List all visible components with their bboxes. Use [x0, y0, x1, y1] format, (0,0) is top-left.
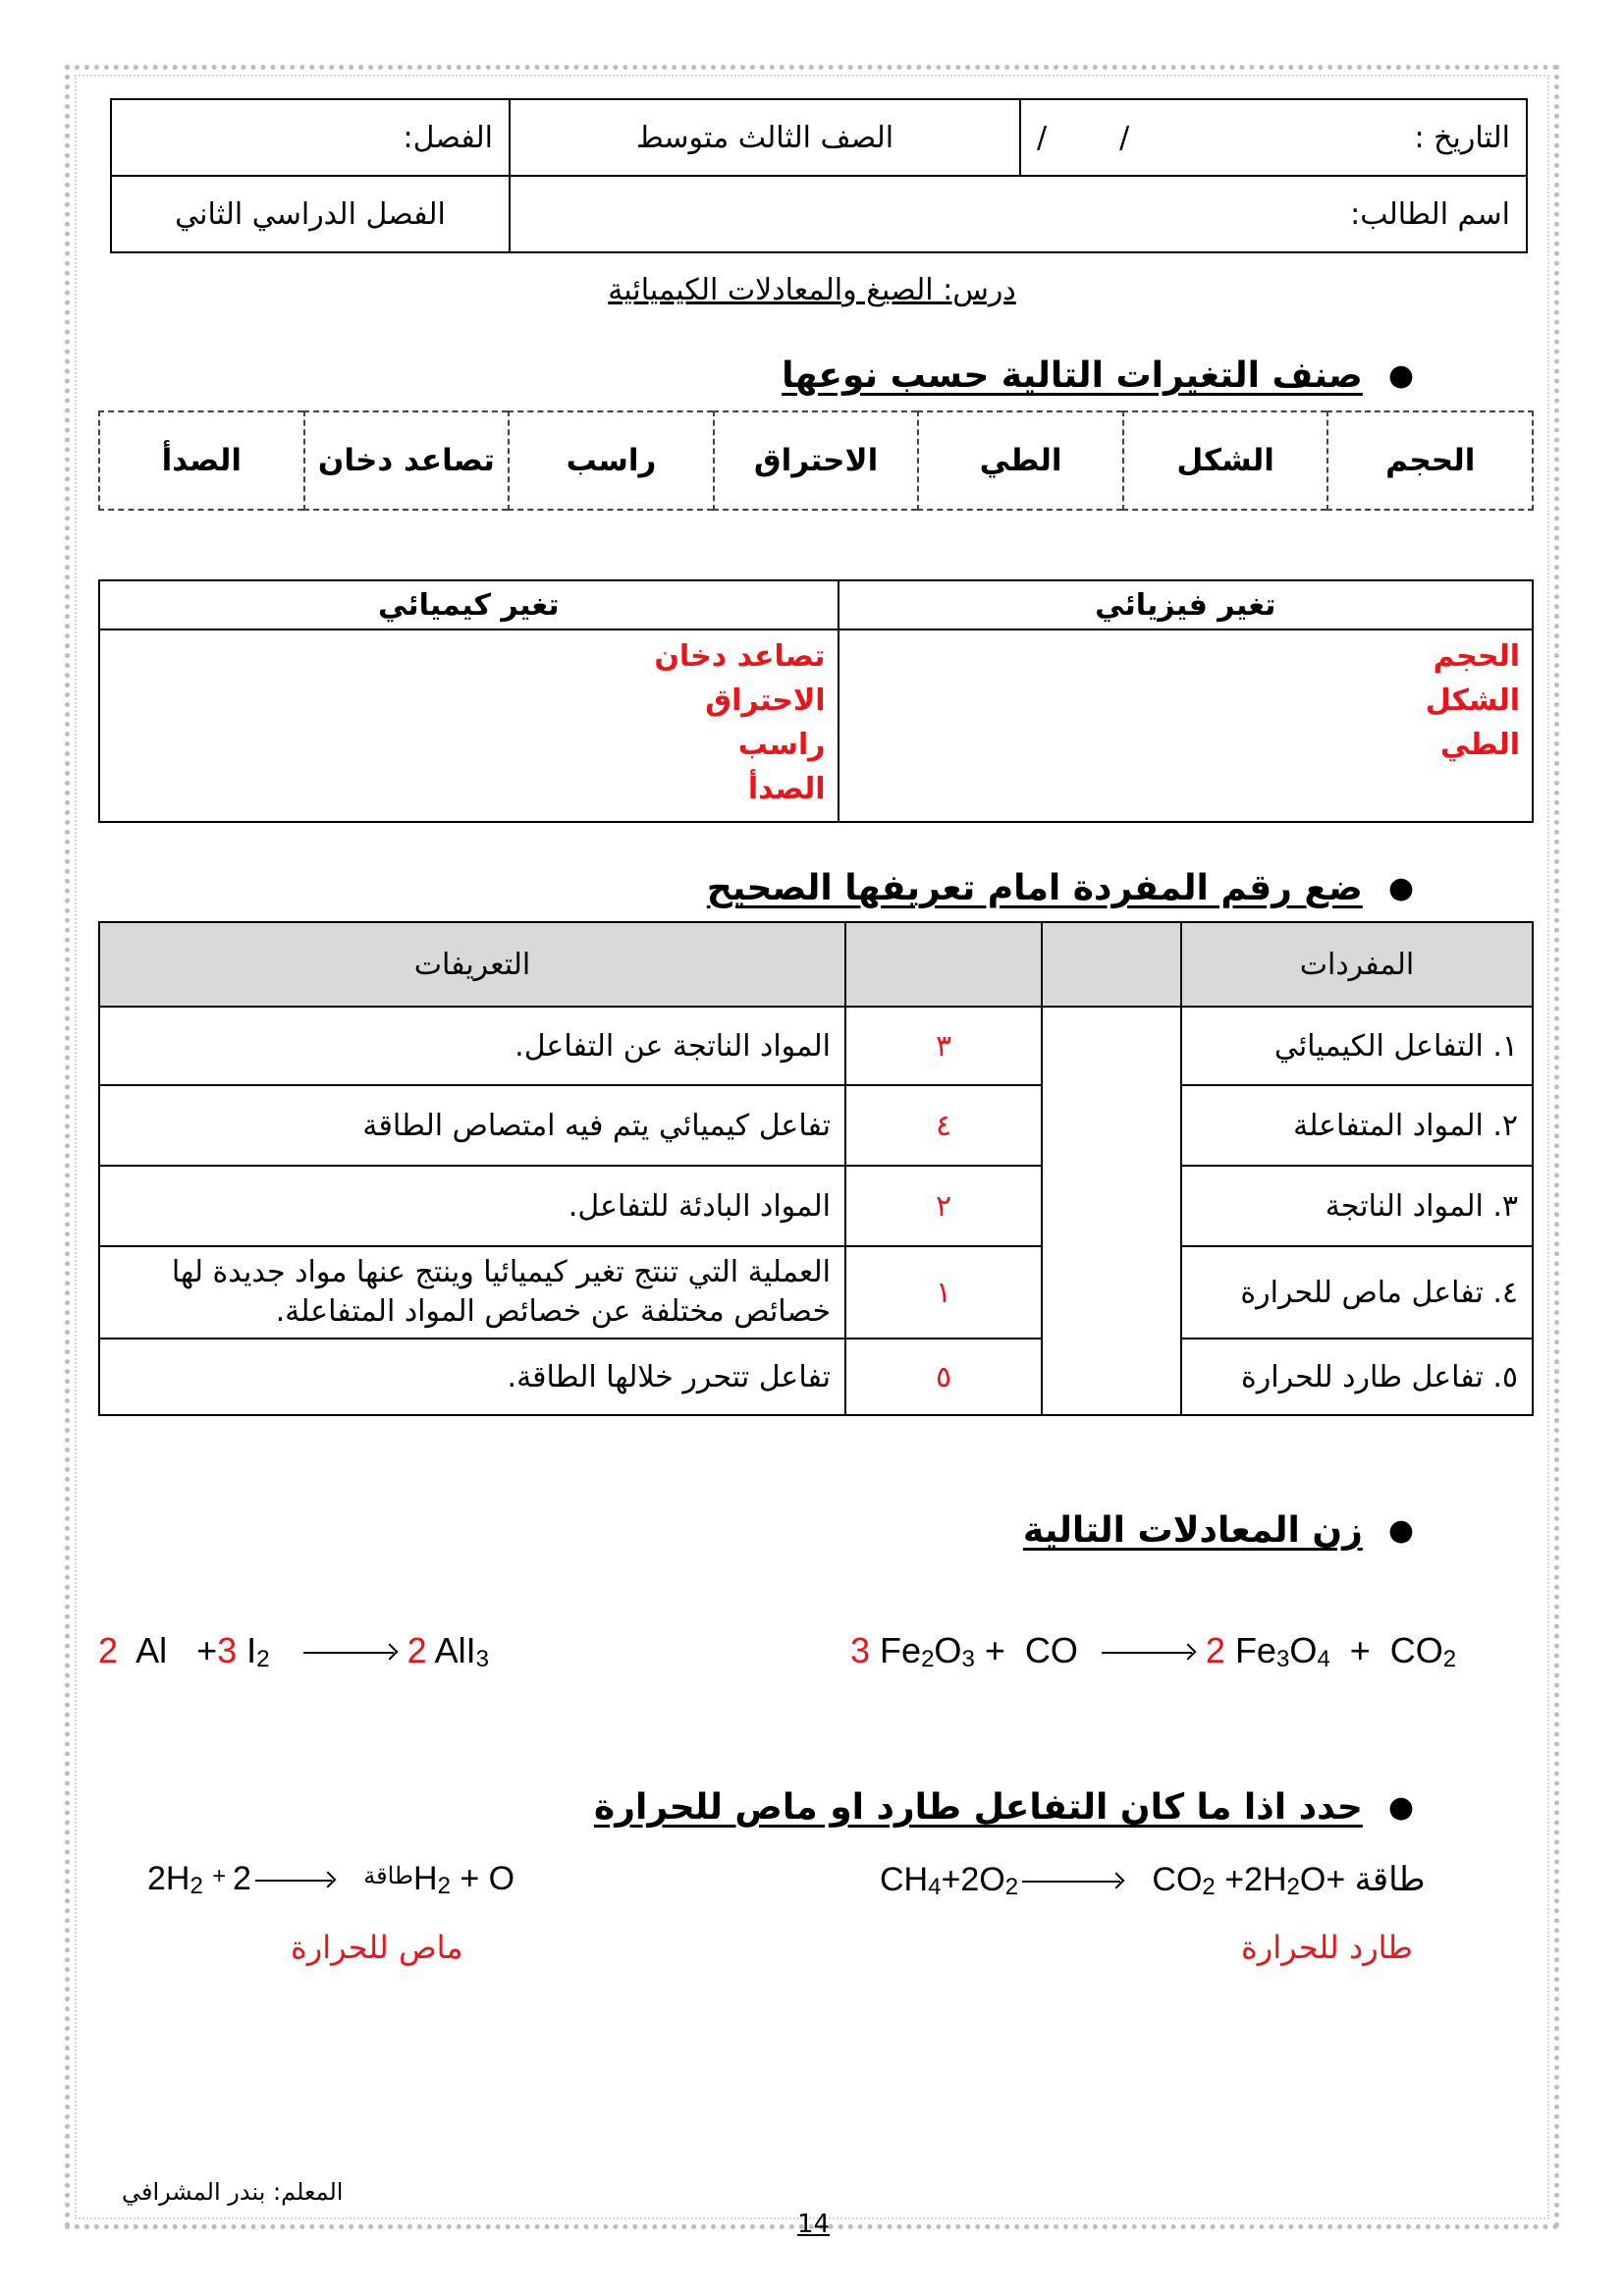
hydrogen-answer[interactable]: ماص للحرارة — [291, 1929, 463, 1966]
match-section-title: ● ضع رقم المفردة امام تعريفها الصحيح — [706, 868, 1414, 908]
physical-answers[interactable] — [839, 629, 1533, 822]
definitions-header: التعريفات — [99, 922, 845, 1007]
equation-iron-oxide: 3 $Fe_2O_3$ + CO 2 $Fe_3O_4 + CO_2$ — [850, 1630, 1457, 1672]
physical-header: تغير فيزيائي — [839, 580, 1533, 629]
answer-item: راسب — [737, 728, 826, 762]
class-cell[interactable]: الفصل: — [111, 99, 510, 176]
bullet-icon: ● — [1387, 1513, 1414, 1548]
answer-header — [845, 922, 1042, 1007]
answer-item: الطي — [1439, 728, 1520, 762]
classify-section-title: ● صنف التغيرات التالية حسب نوعها — [782, 355, 1414, 396]
answer-item: الشكل — [1425, 683, 1520, 718]
definition-cell: المواد البادئة للتفاعل. — [99, 1166, 845, 1246]
chemical-header: تغير كيميائي — [99, 580, 839, 629]
term-cell: ٥. تفاعل طارد للحرارة — [1181, 1339, 1533, 1415]
term-cell: ٤. تفاعل ماص للحرارة — [1181, 1246, 1533, 1339]
terms-header: المفردات — [1181, 922, 1533, 1007]
definition-cell: تفاعل كيميائي يتم فيه امتصاص الطاقة — [99, 1085, 845, 1166]
methane-answer[interactable]: طارد للحرارة — [1241, 1929, 1413, 1966]
answer-item: الاحتراق — [705, 683, 826, 718]
word-bank-item: الحجم — [1327, 411, 1533, 510]
definition-cell: تفاعل تتحرر خلالها الطاقة. — [99, 1339, 845, 1415]
answer-cell[interactable]: ٣ — [845, 1007, 1042, 1085]
definition-cell: العملية التي تنتج تغير كيميائيا وينتج عنها مواد جديدة لها خصائص مختلفة عن خصائص المواد المتفاعلة. — [99, 1246, 845, 1339]
date-slash: / — [1119, 120, 1130, 155]
matching-table — [98, 921, 1534, 1416]
classification-table — [98, 579, 1534, 823]
arrow-icon — [303, 1652, 394, 1654]
word-bank-item: الصدأ — [99, 411, 304, 510]
word-bank-item: الطي — [918, 411, 1123, 510]
date-cell[interactable] — [1020, 99, 1527, 176]
blank-header — [1042, 922, 1181, 1007]
equation-methane: $CH_4+2O_2$ $CO_2 +2H_2O+$ طاقة — [880, 1861, 1426, 1900]
equation-aluminium-iodide: 2 Al +3 $I_2$ 2 AlI$_3$ — [98, 1630, 489, 1672]
word-bank-item: الشكل — [1123, 411, 1328, 510]
answer-item: تصاعد دخان — [654, 639, 826, 674]
balance-section-title: ● زن المعادلات التالية — [1022, 1510, 1414, 1551]
arrow-icon — [1022, 1881, 1120, 1883]
answer-cell[interactable]: ٤ — [845, 1085, 1042, 1166]
student-name-cell[interactable]: اسم الطالب: — [510, 176, 1527, 252]
bullet-icon: ● — [1387, 1790, 1414, 1825]
arrow-icon — [255, 1880, 332, 1882]
term-cell: ١. التفاعل الكيميائي — [1181, 1007, 1533, 1085]
grade-cell: الصف الثالث متوسط — [510, 99, 1020, 176]
term-cell: ٢. المواد المتفاعلة — [1181, 1085, 1533, 1166]
blank-column — [1042, 1007, 1181, 1415]
date-slash: / — [1037, 120, 1048, 155]
chemical-answers[interactable] — [99, 629, 839, 822]
word-bank-item: راسب — [509, 411, 714, 510]
equation-hydrogen: $2H_2$ + طاقة $2H_2 + O$ — [147, 1860, 515, 1899]
answer-item: الحجم — [1433, 639, 1520, 674]
arrow-icon — [1102, 1652, 1192, 1654]
heat-section-title: ● حدد اذا ما كان التفاعل طارد او ماص للحرارة — [594, 1787, 1414, 1828]
definition-cell: المواد الناتجة عن التفاعل. — [99, 1007, 845, 1085]
header-table — [110, 98, 1528, 253]
term-cell: ٣. المواد الناتجة — [1181, 1166, 1533, 1246]
answer-cell[interactable]: ٥ — [845, 1339, 1042, 1415]
lesson-title: درس: الصيغ والمعادلات الكيميائية — [608, 273, 1016, 307]
page-number: 14 — [797, 2210, 831, 2239]
answer-cell[interactable]: ٢ — [845, 1166, 1042, 1246]
word-bank-item: الاحتراق — [714, 411, 919, 510]
semester-cell: الفصل الدراسي الثاني — [111, 176, 510, 252]
bullet-icon: ● — [1387, 871, 1414, 905]
word-bank-table — [98, 410, 1534, 511]
word-bank-item: تصاعد دخان — [304, 411, 510, 510]
date-label: التاريخ : — [1414, 120, 1510, 155]
answer-cell[interactable]: ١ — [845, 1246, 1042, 1339]
answer-item: الصدأ — [747, 772, 826, 806]
teacher-name: المعلم: بندر المشرافي — [122, 2178, 344, 2206]
bullet-icon: ● — [1387, 358, 1414, 393]
